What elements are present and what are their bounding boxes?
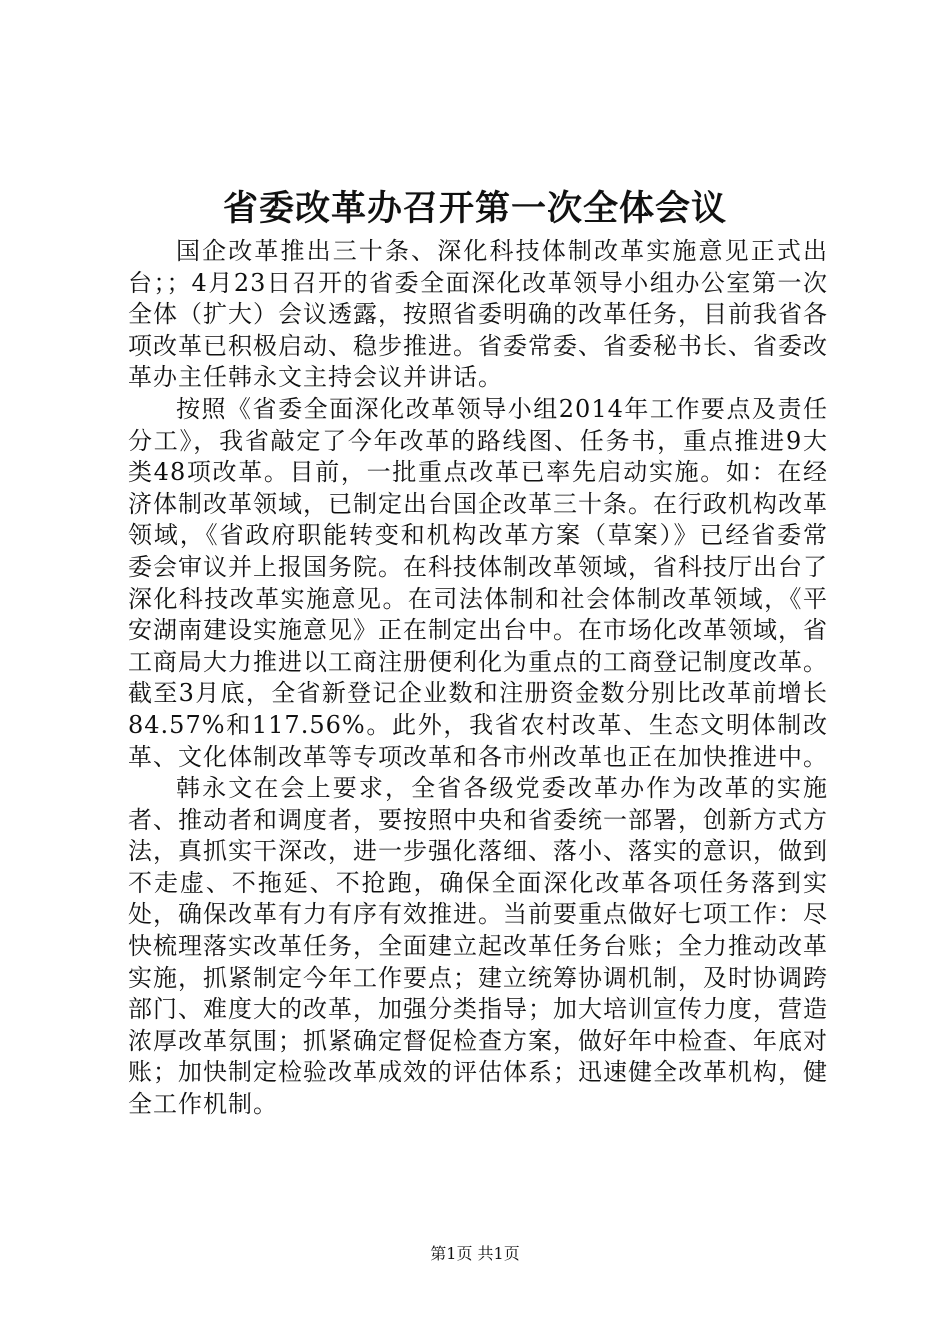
paragraph-1: 国企改革推出三十条、深化科技体制改革实施意见正式出台；；4月23日召开的省委全面深化改革领导小组办公室第一次全体（扩大）会议透露，按照省委明确的改革任务，目前我省各项改革已积极启动、稳步推进。省委常委、省委秘书长、省委改革办主任韩永文主持会议并讲话。 bbox=[128, 237, 828, 392]
paragraph-2: 按照《省委全面深化改革领导小组2014年工作要点及责任分工》，我省敲定了今年改革的路线图、任务书，重点推进9大类48项改革。目前，一批重点改革已率先启动实施。如：在经济体制改革领域，已制定出台国企改革三十条。在行政机构改革领域，《省政府职能转变和机构改革方案（草案）》已经省委常委会审议并上报国务院。在科技体制改革领域，省科技厅出台了深化科技改革实施意见。在司法体制和社会体制改革领域，《平安湖南建设实施意见》正在制定出台中。在市场化改革领域，省工商局大力推进以工商注册便利化为重点的工商登记制度改革。截至3月底，全省新登记企业数和注册资金数分别比改革前增长84.57%和117.56%。此外，我省农村改革、生态文明体制改革、文化体制改革等专项改革和各市州改革也正在加快推进中。 bbox=[128, 394, 828, 771]
page-footer: 第1页 共1页 bbox=[430, 1244, 520, 1263]
document-body bbox=[128, 236, 828, 1121]
document-title: 省委改革办召开第一次全体会议 bbox=[222, 188, 727, 229]
paragraph-3: 韩永文在会上要求，全省各级党委改革办作为改革的实施者、推动者和调度者，要按照中央和省委统一部署，创新方式方法，真抓实干深改，进一步强化落细、落小、落实的意识，做到不走虚、不拖延、不抢跑，确保全面深化改革各项任务落到实处，确保改革有力有序有效推进。当前要重点做好七项工作：尽快梳理落实改革任务，全面建立起改革任务台账；全力推动改革实施，抓紧制定今年工作要点；建立统筹协调机制，及时协调跨部门、难度大的改革，加强分类指导；加大培训宣传力度，营造浓厚改革氛围；抓紧确定督促检查方案，做好年中检查、年底对账；加快制定检验改革成效的评估体系；迅速健全改革机构，健全工作机制。 bbox=[128, 774, 828, 1119]
